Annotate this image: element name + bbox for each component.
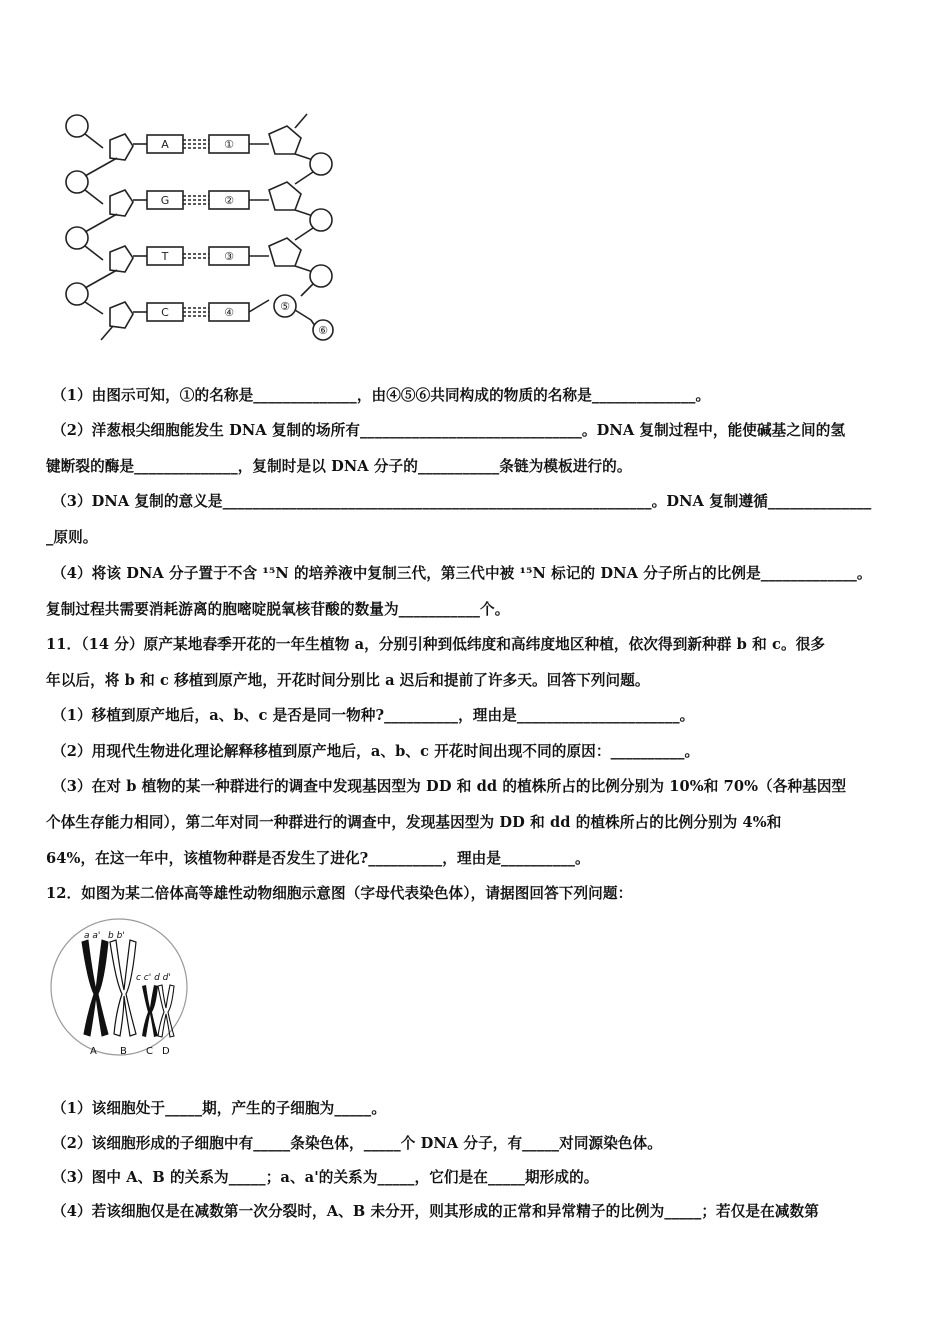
base-number-label: ③ — [224, 250, 234, 263]
base-label: C — [161, 306, 169, 319]
q10-1-line: （1）由图示可知，①的名称是______________，由④⑤⑥共同构成的物质的名称是______________。 — [52, 387, 711, 404]
top-label-b: b b' — [108, 931, 125, 941]
base-number-label: ② — [224, 194, 234, 207]
q11-stem: 11．（14 分）原产某地春季开花的一年生植物 a，分别引种到低纬度和高纬度地区种植，依次得到新种群 b 和 c。很多 — [46, 636, 826, 653]
base-label: T — [161, 250, 169, 263]
q10-2-line-cont: 键断裂的酶是______________，复制时是以 DNA 分子的___________条链为模板进行的。 — [46, 458, 632, 475]
q11-1-line: （1）移植到原产地后，a、b、c 是否是同一物种?__________，理由是______________________。 — [52, 707, 695, 724]
q11-2-line: （2）用现代生物进化理论解释移植到原产地后，a、b、c 开花时间出现不同的原因：__________。 — [52, 743, 700, 760]
base-label: A — [161, 138, 169, 151]
q11-3-line-cont: 个体生存能力相同），第二年对同一种群进行的调查中，发现基因型为 DD 和 dd 的植株所占的比例分别为 4%和 — [46, 814, 782, 831]
chromosome-label-d: D — [162, 1046, 170, 1057]
base-number-label: ① — [224, 138, 234, 151]
top-label-cd: c c' d d' — [136, 973, 171, 983]
q10-3-line-cont: _原则。 — [46, 529, 98, 546]
q11-stem-cont: 年以后，将 b 和 c 移植到原产地，开花时间分别比 a 迟后和提前了许多天。回答下列问题。 — [46, 672, 650, 689]
cell-chromosome-figure — [44, 912, 194, 1062]
label-6: ⑥ — [318, 324, 328, 337]
q10-2-line: （2）洋葱根尖细胞能发生 DNA 复制的场所有______________________________。DNA 复制过程中，能使碱基之间的氢 — [52, 422, 846, 439]
label-5: ⑤ — [280, 300, 290, 313]
chromosome-label-a: A — [90, 1046, 97, 1057]
q12-3-line: （3）图中 A、B 的关系为_____；a、a'的关系为_____，它们是在_____期形成的。 — [52, 1169, 599, 1186]
base-number-label: ④ — [224, 306, 234, 319]
top-label-ab: a a' — [84, 931, 101, 941]
q10-4-line: （4）将该 DNA 分子置于不含 ¹⁵N 的培养液中复制三代，第三代中被 ¹⁵N 标记的 DNA 分子所占的比例是_____________。 — [52, 565, 872, 582]
q12-4-line: （4）若该细胞仅是在减数第一次分裂时，A、B 未分开，则其形成的正常和异常精子的比例为_____；若仅是在减数第 — [52, 1203, 819, 1220]
q11-3-line-cont2: 64%，在这一年中，该植物种群是否发生了进化?__________，理由是__________。 — [46, 850, 590, 867]
q10-4-line-cont: 复制过程共需要消耗游离的胞嘧啶脱氧核苷酸的数量为___________个。 — [46, 601, 510, 618]
q12-stem: 12．如图为某二倍体高等雄性动物细胞示意图（字母代表染色体），请据图回答下列问题： — [46, 885, 633, 902]
chromosome-label-c: C — [146, 1046, 153, 1057]
chromosome-label-b: B — [120, 1046, 127, 1057]
base-label: G — [160, 194, 170, 207]
q10-3-line: （3）DNA 复制的意义是__________________________________________________________。DNA 复制遵循______________ — [52, 493, 872, 510]
dna-structure-figure — [55, 100, 355, 350]
q12-2-line: （2）该细胞形成的子细胞中有_____条染色体，_____个 DNA 分子，有_____对同源染色体。 — [52, 1135, 663, 1152]
q11-3-line: （3）在对 b 植物的某一种群进行的调查中发现基因型为 DD 和 dd 的植株所占的比例分别为 10%和 70%（各种基因型 — [52, 778, 847, 795]
q12-1-line: （1）该细胞处于_____期，产生的子细胞为_____。 — [52, 1100, 387, 1117]
